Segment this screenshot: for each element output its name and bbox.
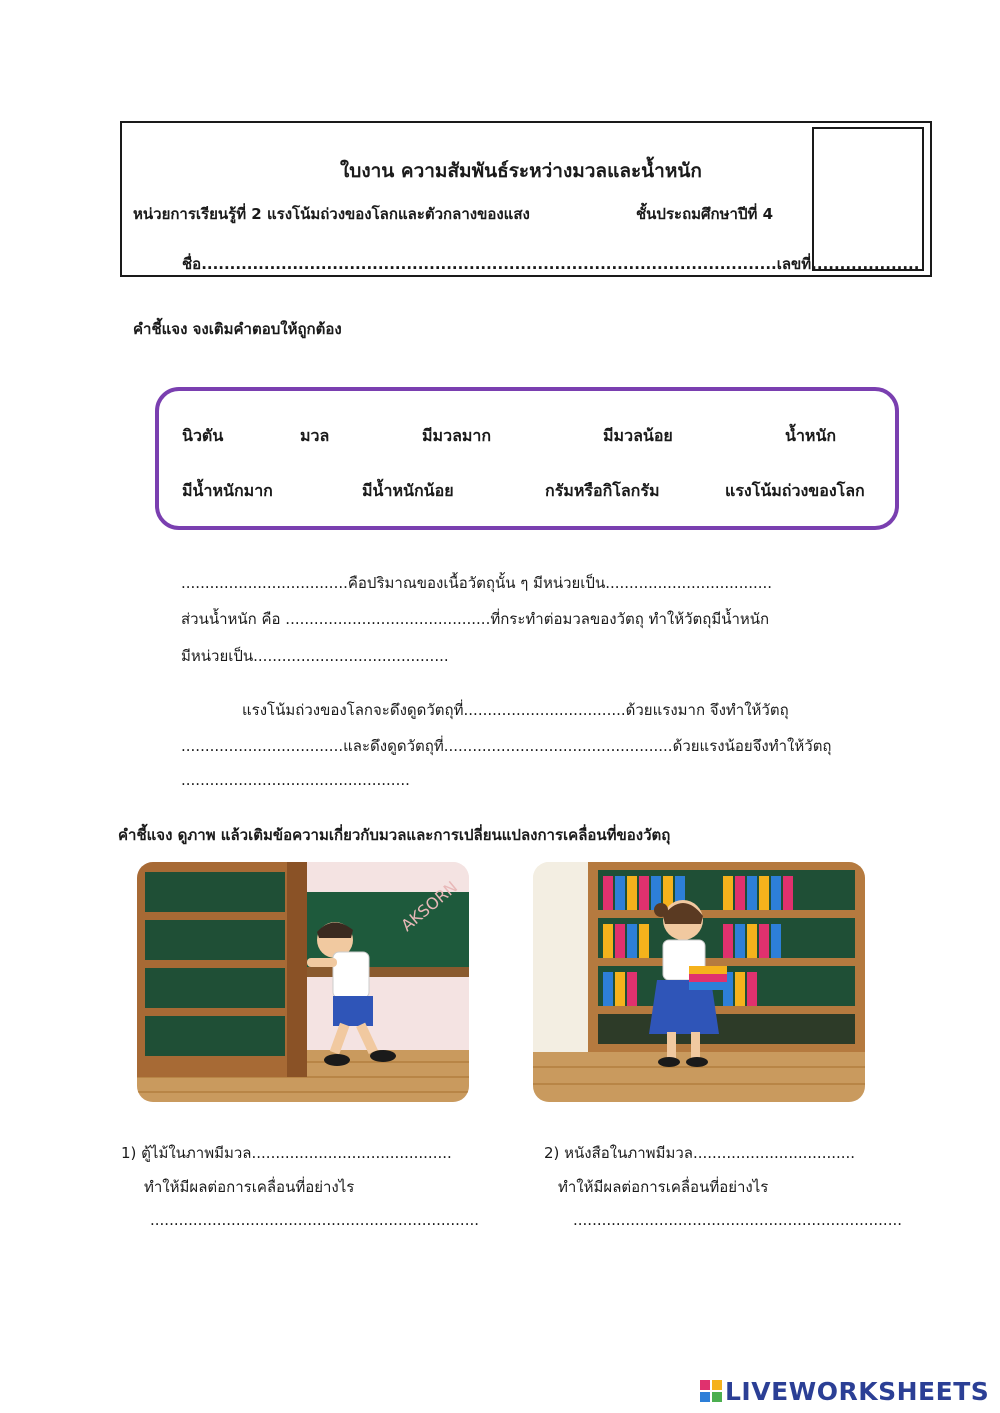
word-bank-item: มีน้ำหนักน้อย — [362, 481, 454, 500]
name-number-field[interactable]: ชื่อ.....................................................................................................เลขที่................... — [182, 255, 920, 273]
fill-line-weight-unit[interactable]: มีหน่วยเป็น......................................... — [181, 647, 449, 665]
instructions-2: คำชี้แจง ดูภาพ แล้วเติมข้อความเกี่ยวกับมวลและการเปลี่ยนแปลงการเคลื่อนที่ของวัตถุ — [118, 826, 671, 844]
worksheet-title: ใบงาน ความสัมพันธ์ระหว่างมวลและน้ำหนัก — [340, 160, 702, 182]
word-bank-item: มวล — [300, 426, 330, 445]
word-bank-item: นิวตัน — [182, 426, 224, 445]
fill-line-gravity[interactable]: แรงโน้มถ่วงของโลกจะดึงดูดวัตถุที่..................................ด้วยแรงมาก จึงทำให้วัตถุ — [242, 701, 789, 719]
question-2-answer[interactable]: ..................................................................... — [573, 1211, 902, 1229]
word-bank-item: มีมวลมาก — [422, 426, 492, 445]
question-2-sub: ทำให้มีผลต่อการเคลื่อนที่อย่างไร — [558, 1178, 769, 1196]
fill-line-mass[interactable]: ...................................คือปริมาณของเนื้อวัตถุนั้น ๆ มีหน่วยเป็น................................... — [181, 574, 773, 592]
instructions-1: คำชี้แจง จงเติมคำตอบให้ถูกต้อง — [133, 320, 342, 338]
word-bank-item: มีน้ำหนักมาก — [182, 481, 273, 500]
word-bank-item: มีมวลน้อย — [603, 426, 673, 445]
photo-box — [812, 127, 924, 271]
word-bank-item: แรงโน้มถ่วงของโลก — [725, 481, 865, 500]
word-bank-item: กรัมหรือกิโลกรัม — [545, 481, 660, 500]
grade-level: ชั้นประถมศึกษาปีที่ 4 — [636, 205, 774, 223]
question-1-label[interactable]: 1) ตู้ไม้ในภาพมีมวล.......................................... — [121, 1144, 452, 1162]
question-2-label[interactable]: 2) หนังสือในภาพมีมวล.................................. — [544, 1144, 856, 1162]
word-bank-item: น้ำหนัก — [785, 426, 837, 445]
question-1-answer[interactable]: ..................................................................... — [150, 1211, 479, 1229]
brand-name: LIVEWORKSHEETS — [725, 1376, 990, 1406]
fill-line-gravity-2[interactable]: ..................................และดึงดูดวัตถุที่................................................ด้วยแรงน้อยจึงทำให้วัตถุ — [181, 737, 832, 755]
liveworksheets-logo — [700, 1376, 989, 1406]
fill-line-gravity-3[interactable]: ................................................ — [181, 771, 410, 789]
question-1-sub: ทำให้มีผลต่อการเคลื่อนที่อย่างไร — [144, 1178, 355, 1196]
fill-line-weight[interactable]: ส่วนน้ำหนัก คือ ...........................................ที่กระทำต่อมวลของวัตถุ ทำให้วัตถุมีน้ำหนัก — [181, 610, 770, 628]
learning-unit: หน่วยการเรียนรู้ที่ 2 แรงโน้มถ่วงของโลกและตัวกลางของแสง — [133, 205, 530, 223]
picture-girl-carrying-books — [533, 862, 865, 1102]
liveworksheets-mark-icon — [700, 1380, 722, 1402]
svg-text:AKSORN: AKSORN — [397, 877, 462, 936]
word-bank — [155, 387, 899, 530]
picture-boy-pushing-cabinet — [137, 862, 469, 1102]
